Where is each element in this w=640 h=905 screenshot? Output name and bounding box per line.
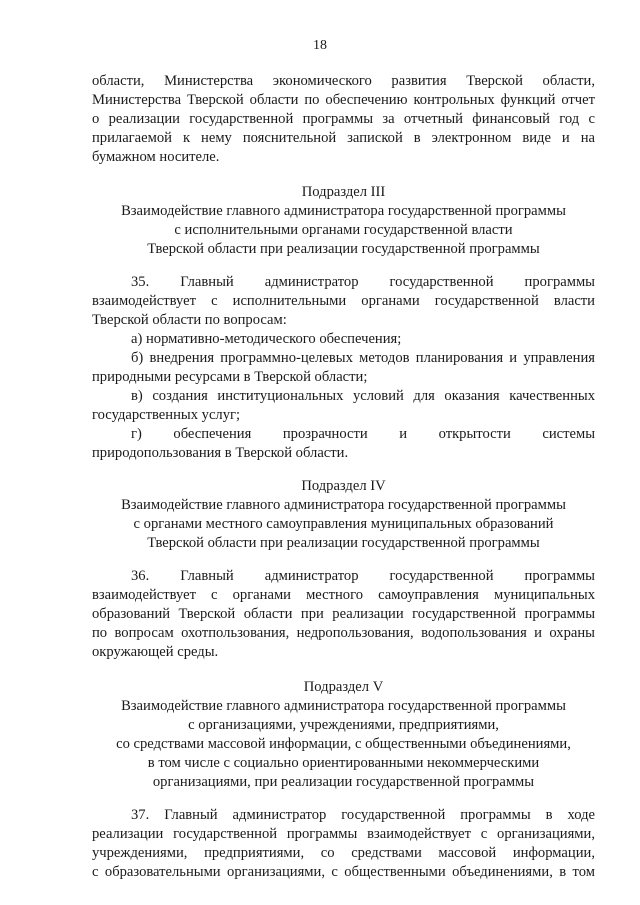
subsection-title-line: организациями, при реализации государственной программы [152,774,535,790]
text-line: взаимодействует с исполнительными органами государственной власти [92,293,595,309]
text-line: о реализации государственной программы за отчетный финансовый год с [92,111,595,127]
subsection-title-line: с организациями, учреждениями, предприятиями, [188,717,499,733]
subsection-title-line: Взаимодействие главного администратора государственной программы [121,203,566,219]
text-line: б) внедрения программно-целевых методов планирования и управления [131,350,595,366]
text-line: природопользования в Тверской области. [92,445,349,461]
text-line: бумажном носителе. [92,149,220,165]
text-line: природными ресурсами в Тверской области; [92,369,368,385]
text-line: по вопросам охотпользования, недропользования, водопользования и охраны [92,625,595,641]
text-line: государственных услуг; [92,407,241,423]
text-line: с образовательными организациями, с общественными объединениями, в том [92,864,595,880]
text-line: г) обеспечения прозрачности и открытости системы [131,426,595,442]
text-line: учреждениями, предприятиями, со средствами массовой информации, [92,845,595,861]
subsection-title-line: со средствами массовой информации, с общественными объединениями, [116,736,571,752]
subsection-title-line: с органами местного самоуправления муниципальных образований [133,516,554,532]
text-line: Министерства Тверской области по обеспечению контрольных функций отчет [92,92,595,108]
subsection-title-line: Тверской области при реализации государственной программы [147,241,540,257]
text-line: 35. Главный администратор государственной программы [131,274,595,290]
subsection-title-line: с исполнительными органами государственной власти [174,222,513,238]
text-line: 36. Главный администратор государственной программы [131,568,595,584]
subsection-label: Подраздел IV [301,478,386,494]
subsection-title-line: Тверской области при реализации государственной программы [147,535,540,551]
subsection-title-line: Взаимодействие главного администратора государственной программы [121,497,566,513]
text-line: прилагаемой к нему пояснительной запиской в электронном виде и на [92,130,595,146]
text-line: области, Министерства экономического развития Тверской области, [92,73,595,89]
subsection-label: Подраздел III [301,184,386,200]
text-line: образований Тверской области при реализации государственной программы [92,606,595,622]
text-line: 37. Главный администратор государственной программы в ходе [131,807,595,823]
text-line: окружающей среды. [92,644,219,660]
subsection-title-line: в том числе с социально ориентированными некоммерческими [147,755,540,771]
text-line: Тверской области по вопросам: [92,312,287,328]
text-line: реализации государственной программы взаимодействует с организациями, [92,826,595,842]
text-line: в) создания институциональных условий для оказания качественных [131,388,595,404]
text-line: взаимодействует с органами местного самоуправления муниципальных [92,587,595,603]
subsection-title-line: Взаимодействие главного администратора государственной программы [121,698,566,714]
page-number: 18 [313,38,327,53]
subsection-label: Подраздел V [303,679,384,695]
text-line: а) нормативно-методического обеспечения; [131,331,402,347]
